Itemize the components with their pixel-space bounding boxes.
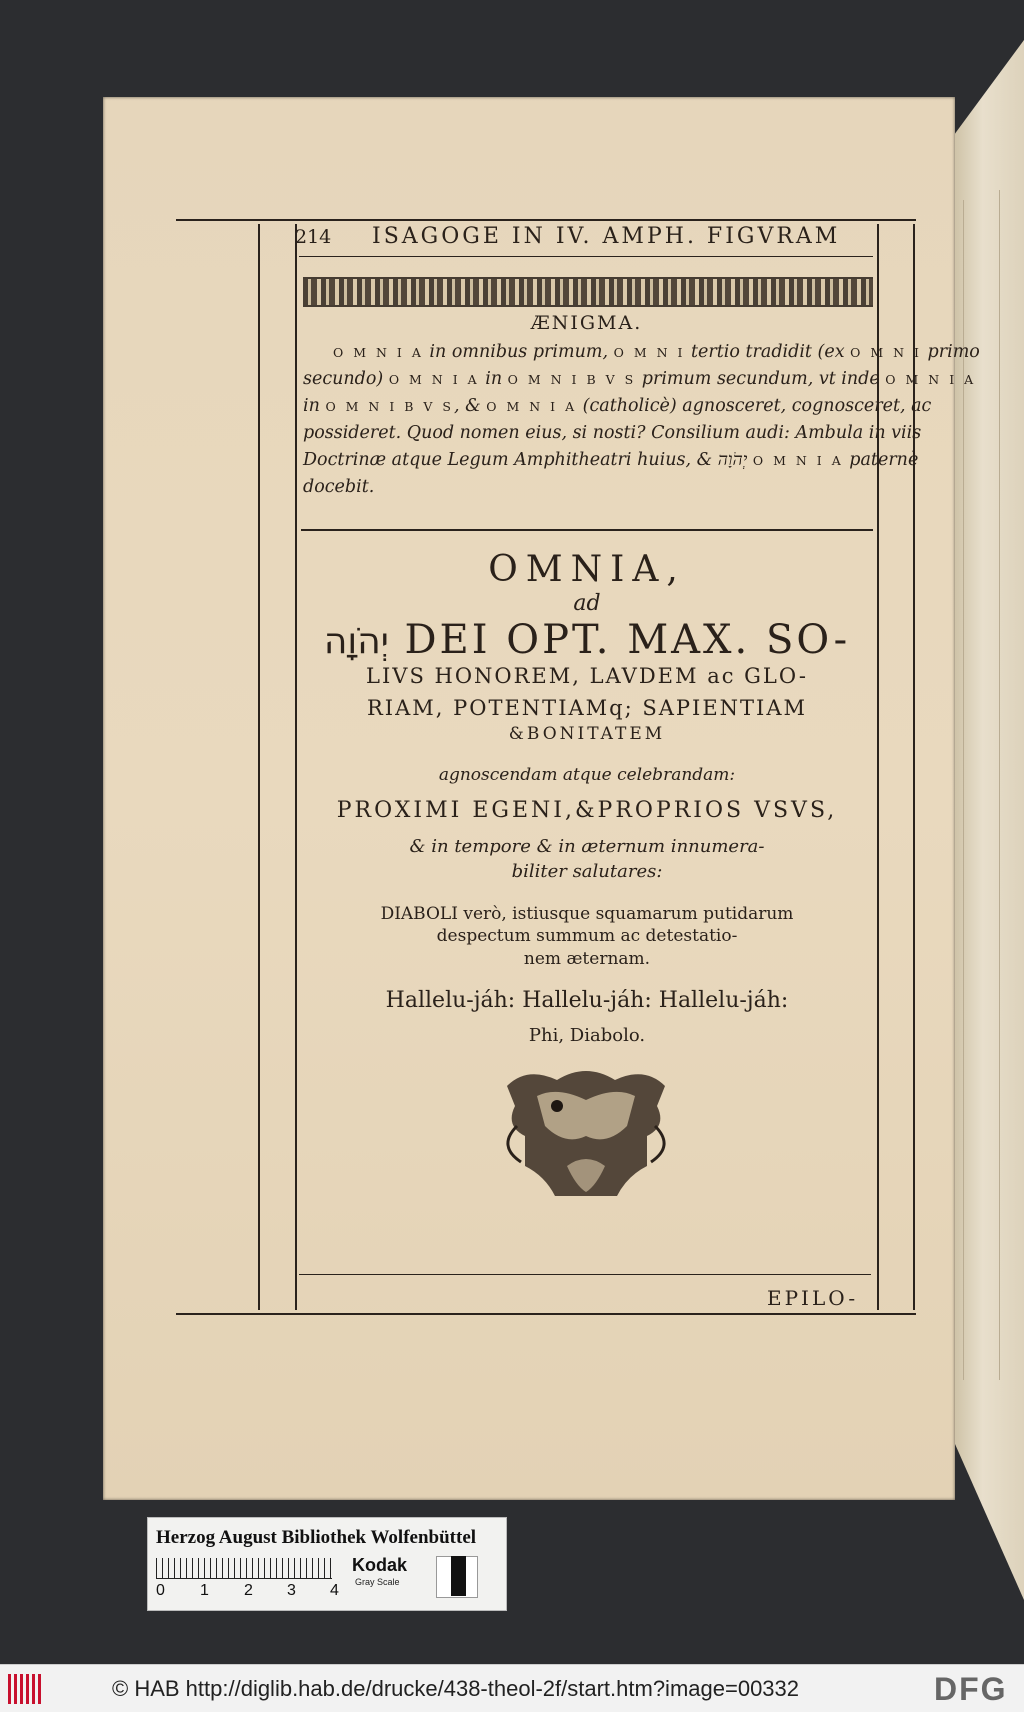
source-credit-link[interactable]: © HAB http://diglib.hab.de/drucke/438-theol-2f/start.htm?image=00332 xyxy=(112,1676,800,1701)
tempore-line-2: biliter salutares: xyxy=(511,861,663,882)
page-number: 214 xyxy=(295,226,332,248)
hab-logo-icon[interactable] xyxy=(8,1674,44,1704)
aenigma-line-3: in O M N I B V S, & O M N I A (catholicè) agnosceret, cognosceret, ac xyxy=(303,396,932,416)
gray-scale-label: Gray Scale xyxy=(355,1577,400,1587)
proximi-line: PROXIMI EGENI,&PROPRIOS VSVS, xyxy=(336,798,838,823)
hallelujah-line: Hallelu-jáh: Hallelu-jáh: Hallelu-jáh: xyxy=(385,988,789,1013)
black-swatch xyxy=(451,1556,466,1596)
aenigma-line-4: possideret. Quod nomen eius, si nosti? Consilium audi: Ambula in viis xyxy=(303,423,922,443)
aenigma-line-2: secundo) O M N I A in O M N I B V S primum secundum, vt inde O M N I A xyxy=(303,369,977,389)
adjacent-page-edge xyxy=(955,40,1024,1600)
aenigma-line-1: O M N I A in omnibus primum, O M N I tertio tradidit (ex O M N I primo xyxy=(333,342,980,362)
tetragrammaton: יְהֹוָה xyxy=(323,621,389,662)
frame-top-rule xyxy=(176,219,916,221)
diaboli-line-3: nem æternam. xyxy=(523,949,651,969)
tempore-line-1: & in tempore & in æternum innumera- xyxy=(409,836,765,857)
dfg-logo[interactable]: DFG xyxy=(934,1671,1008,1707)
header-rule xyxy=(299,256,873,257)
agnoscendam-line: agnoscendam atque celebrandam: xyxy=(438,765,736,785)
woodcut-vignette xyxy=(497,1066,675,1208)
diaboli-line-2: despectum summum ac detestatio- xyxy=(436,926,738,946)
ruler-scale xyxy=(156,1558,332,1579)
ad-line: ad xyxy=(573,591,601,616)
aenigma-line-5: Doctrinæ atque Legum Amphitheatri huius, & יְהֹוָה O M N I A paternè xyxy=(303,450,919,470)
potentiam-line: RIAM, POTENTIAMq; SAPIENTIAM xyxy=(367,696,807,720)
aenigma-title: ÆNIGMA. xyxy=(530,312,643,334)
footer-bar xyxy=(0,1664,1024,1712)
dei-line: יְהֹוָה DEI OPT. MAX. SO- xyxy=(323,617,851,663)
omnia-heading: OMNIA, xyxy=(488,549,686,590)
color-calibration-card: Herzog August Bibliothek Wolfenbüttel 0 1 2 3 4 Kodak Gray Scale xyxy=(147,1517,507,1611)
section-divider-rule xyxy=(301,529,873,531)
honorem-line: LIVS HONOREM, LAVDEM ac GLO- xyxy=(366,664,808,688)
frame-bottom-rule xyxy=(176,1313,916,1315)
library-name: Herzog August Bibliothek Wolfenbüttel xyxy=(156,1527,477,1548)
frame-outer-left-rule xyxy=(258,224,260,1310)
aenigma-line-6: docebit. xyxy=(303,477,375,497)
diaboli-line-1: DIABOLI verò, istiusque squamarum putidarum xyxy=(380,904,794,924)
running-title: ISAGOGE IN IV. AMPH. FIGVRAM xyxy=(372,224,841,249)
bonitatem-line: &BONITATEM xyxy=(508,724,666,744)
catchword: EPILO- xyxy=(767,1286,859,1310)
ornamental-band xyxy=(303,277,873,307)
kodak-label: Kodak xyxy=(352,1555,408,1575)
phi-diabolo-line: Phi, Diabolo. xyxy=(528,1025,646,1046)
closing-rule xyxy=(299,1274,871,1275)
